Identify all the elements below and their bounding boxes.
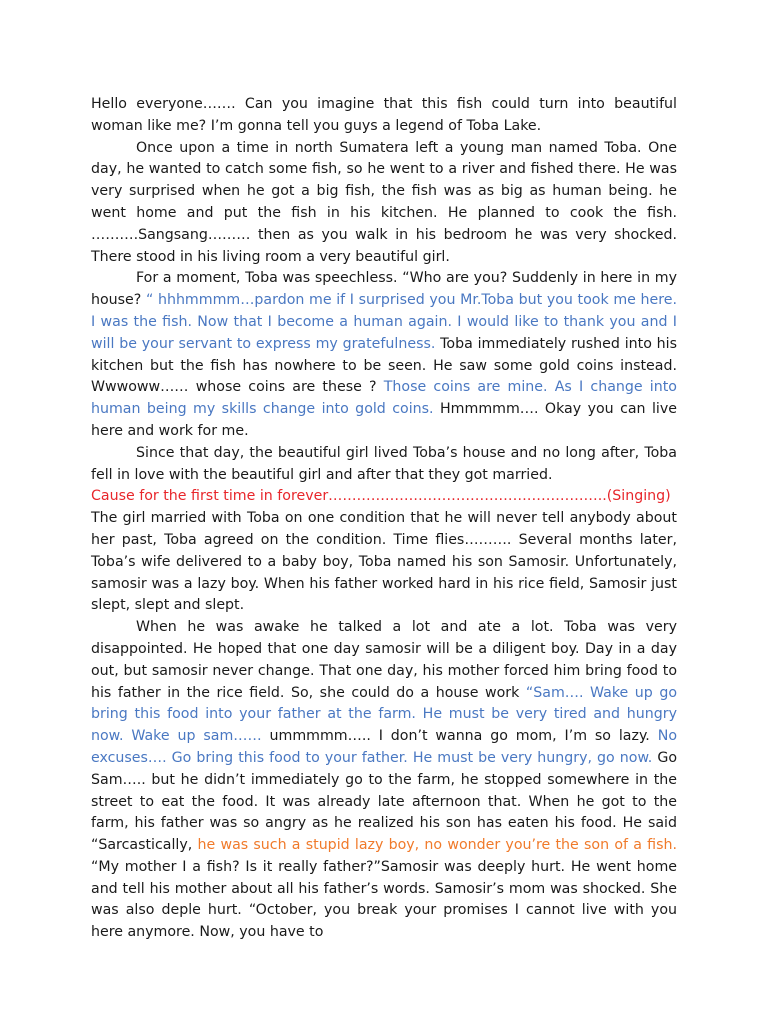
text-run: The girl married with Toba on one condition that he will never tell anybody about her past, Toba agreed on the condition. Time flies………. Several months later, Toba’s wife delivered to a baby boy, Toba named his son Samosir. Unfortunately, samosir was a lazy boy. When his father worked hard in his rice field, Samosir just slept, slept and slept.	[91, 510, 677, 614]
paragraph-samosir-lazy	[91, 617, 677, 944]
dialogue-girl: “ hhhmmmm…pardon me if I surprised you Mr.Toba but you took me here. I was the fish. Now that I become a human again. I would like to thank you and I will be your servant to express my gratefulness.	[91, 292, 677, 352]
paragraph-intro	[91, 94, 677, 138]
document-body	[91, 94, 677, 944]
text-run: Go Sam….. but he didn’t immediately go to the farm, he stopped somewhere in the street to eat the food. It was already late afternoon that. When he got to the farm, his father was so angry as he realized his son has eaten his food. He said “Sarcastically,	[91, 749, 678, 854]
dialogue-mother: “Sam…. Wake up go bring this food into your father at the farm. He must be very tired and hungry now. Wake up sam……	[91, 684, 678, 745]
text-run: “My mother I a fish? Is it really father?”Samosir was deeply hurt. He went home and tell his mother about all his father’s words. Samosir’s mom was shocked. She was also deple hurt. “October, you break your promises I cannot live with you here anymore. Now, you have to	[91, 858, 677, 941]
singing-line: Cause for the first time in forever…………………………………………………..(Singing)	[91, 488, 671, 505]
paragraph-fish-becomes-girl	[91, 268, 677, 442]
text-run: When he was awake he talked a lot and ate a lot. Toba was very disappointed. He hoped that one day samosir will be a diligent boy. Day in a day out, but samosir never change. That one day, his mother forced him bring food to his father in the rice field. So, she could do a house work	[91, 619, 677, 701]
text-run: Hello everyone……. Can you imagine that this fish could turn into beautiful woman like me? I’m gonna tell you guys a legend of Toba Lake.	[91, 96, 677, 134]
text-run: Toba immediately rushed into his kitchen but the fish has nowhere to be seen. He saw some gold coins instead. Wwwoww…… whose coins are these ?	[91, 335, 677, 396]
text-run: Since that day, the beautiful girl lived Toba’s house and no long after, Toba fell in love with the beautiful girl and after that they got married.	[91, 444, 677, 483]
text-run: Hmmmmm…. Okay you can live here and work for me.	[91, 401, 677, 439]
paragraph-toba-catches-fish	[91, 138, 677, 269]
paragraph-married	[91, 443, 677, 487]
paragraph-singing	[91, 486, 677, 508]
text-run: Once upon a time in north Sumatera left a young man named Toba. One day, he wanted to catch some fish, so he went to a river and fished there. He was very surprised when he got a big fish, the fish was as big as human being. he went home and put the fish in his kitchen. He planned to cook the fish. ……….Sangsang……… then as you walk in his bedroom he was very shocked. There stood in his living room a very beautiful girl.	[91, 139, 677, 265]
text-run: For a moment, Toba was speechless. “Who are you? Suddenly in here in my house?	[91, 270, 677, 309]
dialogue-girl: Those coins are mine. As I change into human being my skills change into gold coins.	[91, 379, 677, 418]
dialogue-mother: No excuses…. Go bring this food to your father. He must be very hungry, go now.	[91, 728, 677, 766]
text-run: ummmmm….. I don’t wanna go mom, I’m so lazy.	[261, 728, 658, 745]
dialogue-father: he was such a stupid lazy boy, no wonder you’re the son of a fish.	[197, 837, 677, 854]
paragraph-samosir-born	[91, 508, 677, 617]
